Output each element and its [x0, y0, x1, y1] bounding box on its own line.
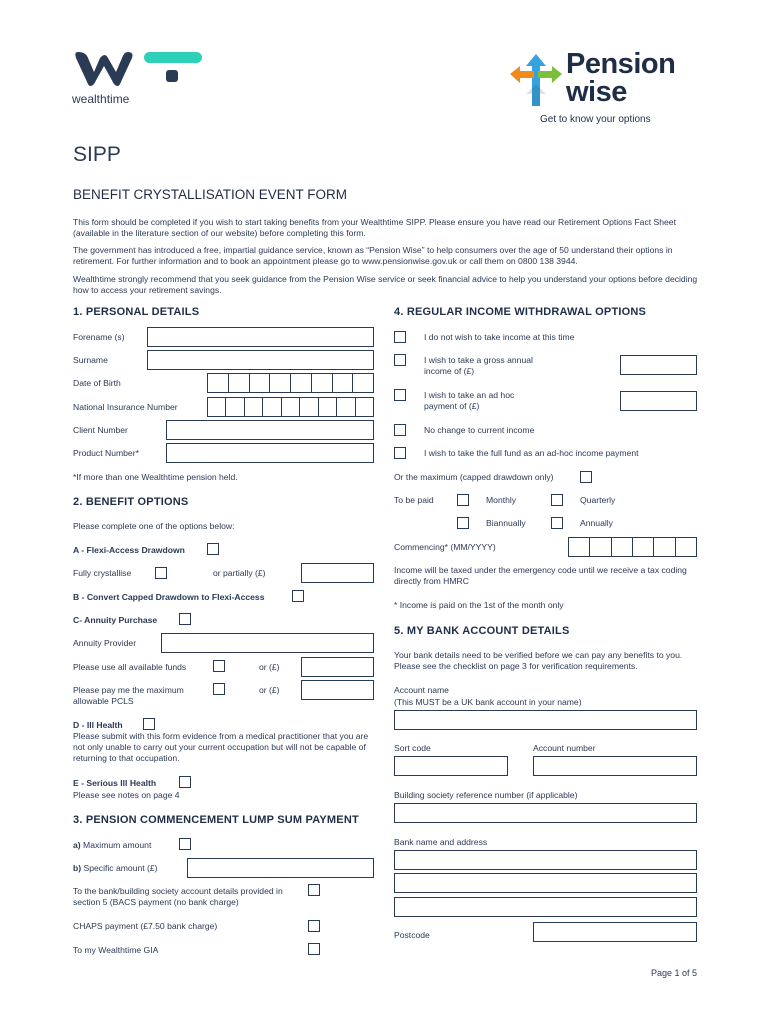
option-c-checkbox[interactable] — [179, 613, 191, 625]
section-2-heading: 2. BENEFIT OPTIONS — [73, 496, 189, 508]
max-amount-label: Maximum amount — [83, 840, 152, 850]
annuity-provider-field[interactable] — [161, 633, 374, 653]
gross-income-checkbox[interactable] — [394, 354, 406, 366]
option-d-text: Please submit with this form evidence from a medical practitioner that you are not only unable to carry out your current occupation but will not be capable of returning to that occupation. — [73, 731, 369, 763]
account-name-note: (This MUST be a UK bank account in your name) — [394, 697, 582, 707]
no-change-label: No change to current income — [424, 425, 535, 435]
max-amount-row — [73, 840, 151, 851]
option-a-checkbox[interactable] — [207, 543, 219, 555]
option-c-title: C- Annuity Purchase — [73, 615, 158, 625]
bsr-field[interactable] — [394, 803, 697, 823]
option-a-title: A - Flexi-Access Drawdown — [73, 545, 185, 555]
partially-label: or partially (£) — [213, 568, 266, 578]
max-amount-checkbox[interactable] — [179, 838, 191, 850]
max-capped-label: Or the maximum (capped drawdown only) — [394, 472, 554, 482]
max-pcls-checkbox[interactable] — [213, 683, 225, 695]
account-number-field[interactable] — [533, 756, 697, 776]
annually-checkbox[interactable] — [551, 517, 563, 529]
biannually-checkbox[interactable] — [457, 517, 469, 529]
option-d-title: D - Ill Health — [73, 720, 123, 730]
specific-amount-field[interactable] — [187, 858, 374, 878]
client-number-field[interactable] — [166, 420, 374, 440]
to-be-paid-label: To be paid — [394, 495, 434, 505]
postcode-field[interactable] — [533, 922, 697, 942]
max-capped-checkbox[interactable] — [580, 471, 592, 483]
dob-field[interactable] — [207, 373, 374, 393]
benefit-options-instruction: Please complete one of the options below: — [73, 521, 235, 531]
chaps-checkbox[interactable] — [308, 920, 320, 932]
pension-wise-line2: wise — [566, 76, 627, 108]
wealthtime-logo-mark — [70, 46, 210, 90]
product-number-field[interactable] — [166, 443, 374, 463]
account-name-label: Account name — [394, 685, 449, 695]
full-fund-checkbox[interactable] — [394, 447, 406, 459]
no-income-label: I do not wish to take income at this time — [424, 332, 575, 342]
specific-amount-row — [73, 863, 158, 874]
page-number: Page 1 of 5 — [651, 968, 698, 978]
adhoc-payment-label: I wish to take an ad hoc payment of (£) — [424, 390, 515, 411]
use-all-funds-label: Please use all available funds — [73, 662, 187, 672]
no-income-checkbox[interactable] — [394, 331, 406, 343]
monthly-checkbox[interactable] — [457, 494, 469, 506]
bank-address-line1-field[interactable] — [394, 850, 697, 870]
no-change-checkbox[interactable] — [394, 424, 406, 436]
biannually-label: Biannually — [486, 518, 526, 528]
bank-verify-note: Your bank details need to be verified before we can pay any benefits to you. Please see the checklist on page 3 for verification requirements. — [394, 650, 683, 671]
gia-label: To my Wealthtime GIA — [73, 945, 159, 955]
wealthtime-wordmark: wealthtime — [72, 92, 130, 106]
postcode-label: Postcode — [394, 930, 430, 940]
doc-title: SIPP — [73, 143, 121, 166]
gross-income-label: I wish to take a gross annual income of (£) — [424, 355, 533, 376]
section-3-heading: 3. PENSION COMMENCEMENT LUMP SUM PAYMENT — [73, 814, 359, 826]
max-pcls-label: Please pay me the maximum allowable PCLS — [73, 685, 184, 706]
annuity-provider-label: Annuity Provider — [73, 638, 137, 648]
option-b-checkbox[interactable] — [292, 590, 304, 602]
adhoc-payment-checkbox[interactable] — [394, 389, 406, 401]
option-b-title: B - Convert Capped Drawdown to Flexi-Access — [73, 592, 265, 602]
section-5-heading: 5. MY BANK ACCOUNT DETAILS — [394, 625, 570, 637]
gia-checkbox[interactable] — [308, 943, 320, 955]
forename-label: Forename (s) — [73, 332, 125, 342]
fully-crystallise-checkbox[interactable] — [155, 567, 167, 579]
option-d-checkbox[interactable] — [143, 718, 155, 730]
income-paid-note: * Income is paid on the 1st of the month only — [394, 600, 564, 610]
use-all-funds-checkbox[interactable] — [213, 660, 225, 672]
client-number-label: Client Number — [73, 425, 128, 435]
ni-field[interactable] — [207, 397, 374, 417]
gross-income-amount-field[interactable] — [620, 355, 697, 375]
product-number-note: *If more than one Wealthtime pension held. — [73, 472, 238, 482]
sort-code-label: Sort code — [394, 743, 431, 753]
dob-label: Date of Birth — [73, 378, 121, 388]
surname-field[interactable] — [147, 350, 374, 370]
section-4-heading: 4. REGULAR INCOME WITHDRAWAL OPTIONS — [394, 306, 647, 318]
section-1-heading: 1. PERSONAL DETAILS — [73, 306, 200, 318]
adhoc-payment-amount-field[interactable] — [620, 391, 697, 411]
commencing-label: Commencing* (MM/YYYY) — [394, 542, 496, 552]
annually-label: Annually — [580, 518, 613, 528]
bank-address-line3-field[interactable] — [394, 897, 697, 917]
intro-paragraph-1: This form should be completed if you wish to start taking benefits from your Wealthtime SIPP. Please ensure you have read our Retirement Options Fact Sheet (available in the literature section of our website) before completing this form. — [73, 217, 676, 238]
emergency-tax-note: Income will be taxed under the emergency code until we receive a tax coding directly from HMRC — [394, 565, 687, 586]
option-e-checkbox[interactable] — [179, 776, 191, 788]
pension-wise-tagline: Get to know your options — [540, 114, 651, 125]
partially-amount-field[interactable] — [301, 563, 374, 583]
wealthtime-logo — [70, 46, 210, 108]
max-pcls-or-label: or (£) — [259, 685, 280, 695]
pay-to-bank-label: To the bank/building society account details provided in section 5 (BACS payment (no bank charge) — [73, 886, 283, 907]
monthly-label: Monthly — [486, 495, 517, 505]
specific-amount-prefix: b) — [73, 863, 82, 873]
account-number-label: Account number — [533, 743, 596, 753]
quarterly-label: Quarterly — [580, 495, 616, 505]
bank-address-label: Bank name and address — [394, 837, 488, 847]
surname-label: Surname — [73, 355, 108, 365]
ni-label: National Insurance Number — [73, 402, 178, 412]
full-fund-label: I wish to take the full fund as an ad-hoc income payment — [424, 448, 639, 458]
option-e-text: Please see notes on page 4 — [73, 790, 180, 800]
bank-address-line2-field[interactable] — [394, 873, 697, 893]
doc-subtitle: BENEFIT CRYSTALLISATION EVENT FORM — [73, 187, 348, 202]
max-amount-prefix: a) — [73, 840, 81, 850]
pay-to-bank-checkbox[interactable] — [308, 884, 320, 896]
bsr-label: Building society reference number (if applicable) — [394, 790, 578, 800]
signpost-arrows-icon — [508, 50, 564, 110]
chaps-label: CHAPS payment (£7.50 bank charge) — [73, 921, 218, 931]
max-pcls-amount-field[interactable] — [301, 680, 374, 700]
specific-amount-label: Specific amount (£) — [83, 863, 158, 873]
pension-wise-line1: Pension — [566, 48, 676, 80]
intro-paragraph-3: Wealthtime strongly recommend that you seek guidance from the Pension Wise service or seek financial advice to help you understand your options before deciding how to access your retirement savings. — [73, 274, 698, 295]
pension-wise-logo — [508, 48, 708, 130]
fully-crystallise-label: Fully crystallise — [73, 568, 132, 578]
forename-field[interactable] — [147, 327, 374, 347]
use-all-funds-amount-field[interactable] — [301, 657, 374, 677]
option-e-title: E - Serious Ill Health — [73, 778, 157, 788]
account-name-field[interactable] — [394, 710, 697, 730]
intro-paragraph-2: The government has introduced a free, impartial guidance service, known as “Pension Wise” to help consumers over the age of 50 understand their options in retirement. For further information and to book an appointment please go to www.pensionwise.gov.uk or call them on 0800 138 3944. — [73, 245, 673, 266]
commencing-field[interactable] — [568, 537, 697, 557]
product-number-label: Product Number* — [73, 448, 139, 458]
quarterly-checkbox[interactable] — [551, 494, 563, 506]
sort-code-field[interactable] — [394, 756, 508, 776]
use-all-funds-or-label: or (£) — [259, 662, 280, 672]
